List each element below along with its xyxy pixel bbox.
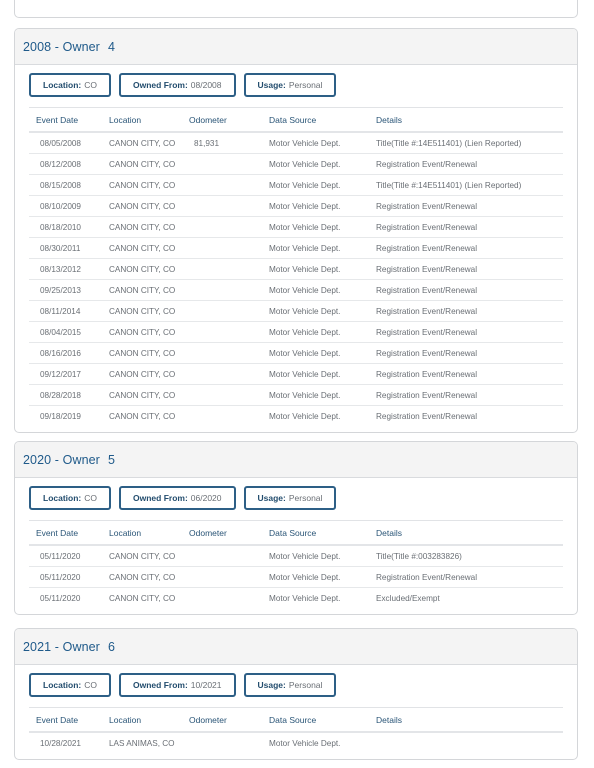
table-row [29, 546, 563, 567]
table-row [29, 322, 563, 343]
event-date-cell: 08/11/2014 [40, 306, 81, 316]
header-odometer: Odometer [189, 714, 227, 725]
location-badge: Location: CO [29, 673, 111, 697]
event-date-cell: 08/16/2016 [40, 348, 81, 358]
owner-number: 6 [107, 639, 115, 654]
data-source-cell: Motor Vehicle Dept. [269, 285, 341, 295]
events-table [29, 107, 563, 426]
event-date-cell: 05/11/2020 [40, 593, 81, 603]
owner-card-5 [14, 441, 578, 615]
location-cell: CANON CITY, CO [109, 180, 176, 190]
location-cell: CANON CITY, CO [109, 222, 176, 232]
event-date-cell: 08/30/2011 [40, 243, 81, 253]
owner-number: 5 [107, 452, 115, 467]
table-row [29, 154, 563, 175]
header-location: Location [109, 114, 142, 125]
data-source-cell: Motor Vehicle Dept. [269, 390, 341, 400]
data-source-cell: Motor Vehicle Dept. [269, 201, 341, 211]
header-odometer: Odometer [189, 527, 227, 538]
owner-summary [29, 73, 563, 97]
details-cell: Registration Event/Renewal [376, 306, 478, 316]
data-source-cell: Motor Vehicle Dept. [269, 327, 341, 337]
location-cell: CANON CITY, CO [109, 390, 176, 400]
details-cell: Registration Event/Renewal [376, 285, 478, 295]
owner-card-6 [14, 628, 578, 760]
table-row [29, 196, 563, 217]
table-header [29, 708, 563, 733]
header-details: Details [376, 114, 402, 125]
header-location: Location [109, 714, 142, 725]
table-row [29, 733, 563, 753]
table-row [29, 301, 563, 322]
owner-number: 4 [107, 39, 115, 54]
data-source-cell: Motor Vehicle Dept. [269, 159, 341, 169]
location-cell: CANON CITY, CO [109, 243, 176, 253]
header-location: Location [109, 527, 142, 538]
details-cell: Registration Event/Renewal [376, 243, 478, 253]
header-details: Details [376, 714, 402, 725]
header-data-source: Data Source [269, 114, 317, 125]
event-date-cell: 05/11/2020 [40, 551, 81, 561]
table-row [29, 217, 563, 238]
owned-from-badge: Owned From: 08/2008 [119, 73, 236, 97]
location-badge: Location: CO [29, 73, 111, 97]
usage-badge: Usage: Personal [244, 73, 337, 97]
events-table [29, 707, 563, 753]
table-row [29, 238, 563, 259]
header-data-source: Data Source [269, 714, 317, 725]
owned-from-badge: Owned From: 06/2020 [119, 486, 236, 510]
header-data-source: Data Source [269, 527, 317, 538]
usage-badge: Usage: Personal [244, 486, 337, 510]
location-cell: LAS ANIMAS, CO [109, 738, 175, 748]
event-date-cell: 08/15/2008 [40, 180, 81, 190]
details-cell: Registration Event/Renewal [376, 572, 478, 582]
owner-summary [29, 673, 563, 697]
event-date-cell: 09/25/2013 [40, 285, 81, 295]
owner-header [15, 29, 577, 65]
location-cell: CANON CITY, CO [109, 201, 176, 211]
header-event-date: Event Date [36, 527, 79, 538]
table-row [29, 280, 563, 301]
header-odometer: Odometer [189, 114, 227, 125]
details-cell: Registration Event/Renewal [376, 369, 478, 379]
event-date-cell: 08/10/2009 [40, 201, 81, 211]
location-cell: CANON CITY, CO [109, 572, 176, 582]
details-cell: Registration Event/Renewal [376, 264, 478, 274]
details-cell: Registration Event/Renewal [376, 411, 478, 421]
event-date-cell: 08/18/2010 [40, 222, 81, 232]
table-row [29, 259, 563, 280]
owner-header [15, 442, 577, 478]
table-header [29, 521, 563, 546]
details-cell: Registration Event/Renewal [376, 201, 478, 211]
header-event-date: Event Date [36, 714, 79, 725]
event-date-cell: 08/05/2008 [40, 138, 81, 148]
details-cell: Title(Title #:003283826) [376, 551, 462, 561]
table-row [29, 364, 563, 385]
previous-owner-card-bottom [14, 0, 578, 18]
details-cell: Excluded/Exempt [376, 593, 440, 603]
event-date-cell: 08/13/2012 [40, 264, 81, 274]
data-source-cell: Motor Vehicle Dept. [269, 306, 341, 316]
event-date-cell: 08/04/2015 [40, 327, 81, 337]
location-cell: CANON CITY, CO [109, 264, 176, 274]
table-row [29, 175, 563, 196]
location-cell: CANON CITY, CO [109, 306, 176, 316]
table-row [29, 567, 563, 588]
data-source-cell: Motor Vehicle Dept. [269, 348, 341, 358]
details-cell: Registration Event/Renewal [376, 222, 478, 232]
data-source-cell: Motor Vehicle Dept. [269, 369, 341, 379]
owned-from-badge: Owned From: 10/2021 [119, 673, 236, 697]
owner-title: 2008 - Owner 4 [23, 39, 115, 54]
details-cell: Registration Event/Renewal [376, 159, 478, 169]
header-event-date: Event Date [36, 114, 79, 125]
table-row [29, 588, 563, 608]
table-row [29, 385, 563, 406]
table-row [29, 406, 563, 426]
data-source-cell: Motor Vehicle Dept. [269, 264, 341, 274]
owner-card-4 [14, 28, 578, 433]
event-date-cell: 08/28/2018 [40, 390, 81, 400]
location-cell: CANON CITY, CO [109, 327, 176, 337]
odometer-cell: 81,931 [194, 138, 220, 148]
table-row [29, 343, 563, 364]
details-cell: Registration Event/Renewal [376, 348, 478, 358]
location-cell: CANON CITY, CO [109, 369, 176, 379]
data-source-cell: Motor Vehicle Dept. [269, 551, 341, 561]
data-source-cell: Motor Vehicle Dept. [269, 138, 341, 148]
owner-summary [29, 486, 563, 510]
location-cell: CANON CITY, CO [109, 348, 176, 358]
location-cell: CANON CITY, CO [109, 593, 176, 603]
event-date-cell: 08/12/2008 [40, 159, 81, 169]
location-cell: CANON CITY, CO [109, 551, 176, 561]
details-cell: Title(Title #:14E511401) (Lien Reported) [376, 138, 522, 148]
data-source-cell: Motor Vehicle Dept. [269, 593, 341, 603]
usage-badge: Usage: Personal [244, 673, 337, 697]
data-source-cell: Motor Vehicle Dept. [269, 243, 341, 253]
data-source-cell: Motor Vehicle Dept. [269, 572, 341, 582]
owner-header [15, 629, 577, 665]
event-date-cell: 09/18/2019 [40, 411, 81, 421]
event-date-cell: 10/28/2021 [40, 738, 81, 748]
data-source-cell: Motor Vehicle Dept. [269, 222, 341, 232]
details-cell: Registration Event/Renewal [376, 327, 478, 337]
table-header [29, 108, 563, 133]
location-badge: Location: CO [29, 486, 111, 510]
table-row [29, 133, 563, 154]
details-cell: Title(Title #:14E511401) (Lien Reported) [376, 180, 522, 190]
details-cell: Registration Event/Renewal [376, 390, 478, 400]
owner-title: 2021 - Owner 6 [23, 639, 115, 654]
data-source-cell: Motor Vehicle Dept. [269, 738, 341, 748]
header-details: Details [376, 527, 402, 538]
location-cell: CANON CITY, CO [109, 411, 176, 421]
location-cell: CANON CITY, CO [109, 285, 176, 295]
data-source-cell: Motor Vehicle Dept. [269, 180, 341, 190]
location-cell: CANON CITY, CO [109, 159, 176, 169]
event-date-cell: 09/12/2017 [40, 369, 81, 379]
events-table [29, 520, 563, 608]
owner-title: 2020 - Owner 5 [23, 452, 115, 467]
event-date-cell: 05/11/2020 [40, 572, 81, 582]
data-source-cell: Motor Vehicle Dept. [269, 411, 341, 421]
location-cell: CANON CITY, CO [109, 138, 176, 148]
